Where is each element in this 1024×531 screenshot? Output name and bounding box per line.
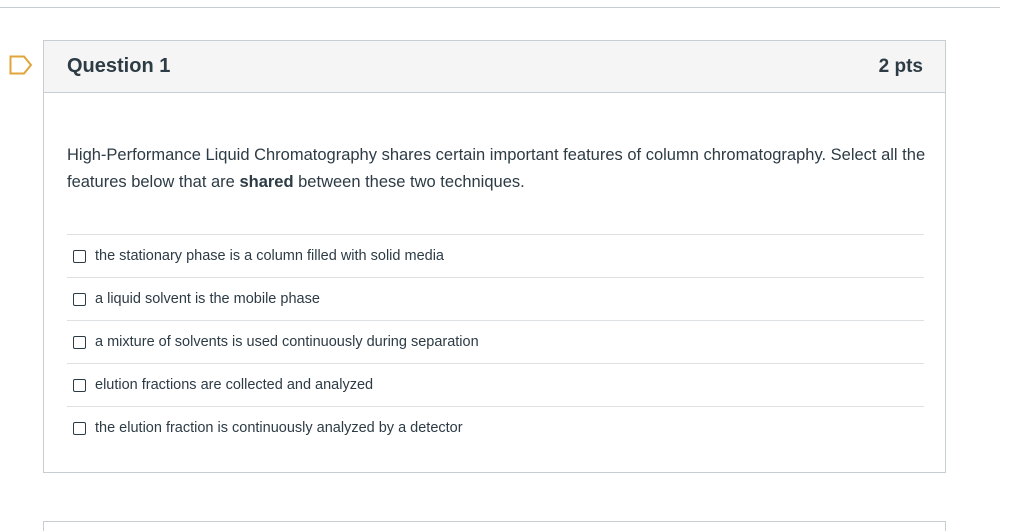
answer-list [67, 234, 924, 449]
answer-option[interactable] [67, 321, 924, 364]
question-text-part2: between these two techniques. [293, 173, 525, 191]
answer-option[interactable] [67, 364, 924, 407]
flag-icon[interactable] [9, 55, 33, 75]
answer-checkbox[interactable] [73, 336, 86, 349]
answer-label[interactable]: elution fractions are collected and analyzed [95, 377, 374, 393]
next-question-card [43, 521, 946, 531]
answer-label[interactable]: the elution fraction is continuously analyzed by a detector [95, 420, 463, 436]
answer-checkbox[interactable] [73, 379, 86, 392]
question-title: Question 1 [67, 55, 171, 77]
question-points: 2 pts [878, 56, 923, 77]
answer-label[interactable]: the stationary phase is a column filled with solid media [95, 248, 444, 264]
answer-checkbox[interactable] [73, 293, 86, 306]
answer-checkbox[interactable] [73, 422, 86, 435]
answer-option[interactable] [67, 235, 924, 278]
question-text-part1: High-Performance Liquid Chromatography shares certain important features of column chromatography. Select all the features below that are [67, 146, 926, 191]
question-card [43, 40, 946, 473]
answer-checkbox[interactable] [73, 250, 86, 263]
answer-option[interactable] [67, 407, 924, 449]
answer-label[interactable]: a mixture of solvents is used continuously during separation [95, 334, 479, 350]
top-divider [0, 7, 1000, 8]
question-text [67, 142, 927, 196]
question-text-bold: shared [239, 173, 294, 191]
answer-option[interactable] [67, 278, 924, 321]
question-header [44, 41, 945, 93]
answer-label[interactable]: a liquid solvent is the mobile phase [95, 291, 320, 307]
